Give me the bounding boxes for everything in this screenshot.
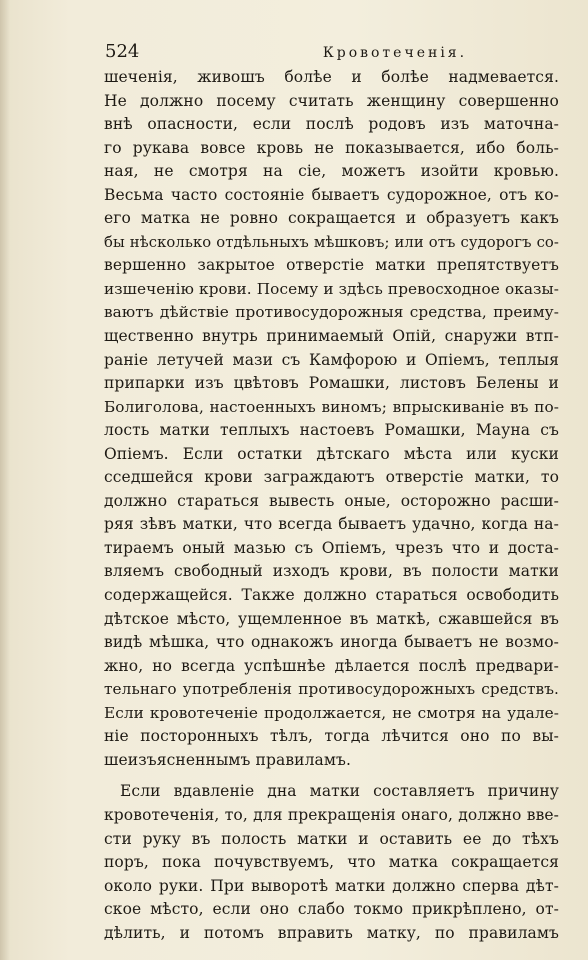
text-line: раніе летучей мази съ Камфорою и Опіемъ, теплыя — [104, 350, 559, 369]
page-gutter-shadow — [0, 0, 10, 960]
text-line: вершенно закрытое отверстіе матки препятствуетъ — [104, 256, 559, 275]
text-line: Не должно посему считать женщину совершенно — [104, 91, 559, 110]
paragraph-2 — [104, 780, 559, 945]
text-line: ское мѣсто, если оно слабо токмо прикрѣплено, от- — [104, 900, 559, 919]
paragraph-gap — [104, 772, 559, 780]
text-line: его матка не ровно сокращается и образуетъ какъ — [104, 209, 559, 228]
text-line: Если кровотеченіе продолжается, не смотря на удале- — [104, 703, 559, 722]
text-line: припарки изъ цвѣтовъ Ромашки, листовъ Белены и — [104, 374, 559, 393]
text-line: бы нѣсколько отдѣльныхъ мѣшковъ; или отъ судорогъ со- — [104, 233, 559, 251]
text-line: Если вдавленіе дна матки составляетъ причину — [120, 782, 559, 801]
text-line: внѣ опасности, если послѣ родовъ изъ маточна- — [104, 115, 559, 134]
text-line: ряя зѣвъ матки, что всегда бываетъ удачно, когда на- — [104, 515, 559, 534]
text-line: ная, не смотря на сіе, можетъ изойти кровью. — [104, 162, 559, 181]
text-line: сти руку въ полость матки и оставить ее до тѣхъ — [104, 829, 559, 848]
text-line: дѣтское мѣсто, ущемленное въ маткѣ, сжавшейся въ — [104, 609, 559, 628]
text-line: тельнаго употребленія противосудорожныхъ средствъ. — [104, 680, 559, 699]
page-header — [105, 41, 560, 63]
text-line: лость матки теплыхъ настоевъ Ромашки, Мауна съ — [104, 421, 559, 440]
text-line: поръ, пока почувствуемъ, что матка сокращается — [104, 853, 559, 872]
text-line: жно, но всегда успѣшнѣе дѣлается послѣ предвари- — [104, 656, 559, 675]
text-line: изшеченію крови. Посему и здѣсь превосходное оказы- — [104, 279, 559, 298]
text-line: ніе посторонныхъ тѣлъ, тогда лѣчится оно по вы- — [104, 727, 559, 746]
text-line: шеизъясненнымъ правиламъ. — [104, 750, 352, 769]
text-line: около руки. При выворотѣ матки должно сперва дѣт- — [104, 876, 559, 895]
text-line: дѣлить, и потомъ вправить матку, по правиламъ — [104, 923, 559, 942]
text-line: шеченія, живошъ болѣе и болѣе надмевается. — [104, 68, 559, 86]
body-text — [104, 66, 559, 945]
page-number: 524 — [105, 41, 140, 62]
text-line: кровотеченія, то, для прекращенія онаго, должно вве- — [104, 805, 559, 824]
text-line: Опіемъ. Если остатки дѣтскаго мѣста или куски — [104, 444, 559, 463]
text-line: содержащейся. Также должно стараться освободить — [104, 586, 559, 605]
text-line: сседшейся крови заграждаютъ отверстіе матки, то — [104, 468, 559, 487]
text-line: должно стараться вывесть оные, осторожно расши- — [104, 491, 559, 510]
running-title: Кровотеченiя. — [322, 45, 468, 61]
text-line: щественно внутрь принимаемый Опій, снаружи втп- — [104, 327, 559, 346]
text-line: вляемъ свободный изходъ крови, въ полости матки — [104, 562, 559, 581]
text-line: видѣ мѣшка, что однакожъ иногда бываетъ не возмо- — [104, 633, 559, 652]
text-line: Весьма часто состояніе бываетъ судорожное, отъ ко- — [104, 185, 559, 204]
paragraph-1 — [104, 66, 559, 772]
text-line: го рукава вовсе кровь не показывается, ибо боль- — [104, 138, 559, 157]
text-line: тираемъ оный мазью съ Опіемъ, чрезъ что и доста- — [104, 538, 559, 557]
text-line: Болиголова, настоенныхъ виномъ; впрыскиваніе въ по- — [104, 397, 559, 416]
text-line: ваютъ дѣйствіе противосудорожныя средства, преиму- — [104, 303, 559, 322]
